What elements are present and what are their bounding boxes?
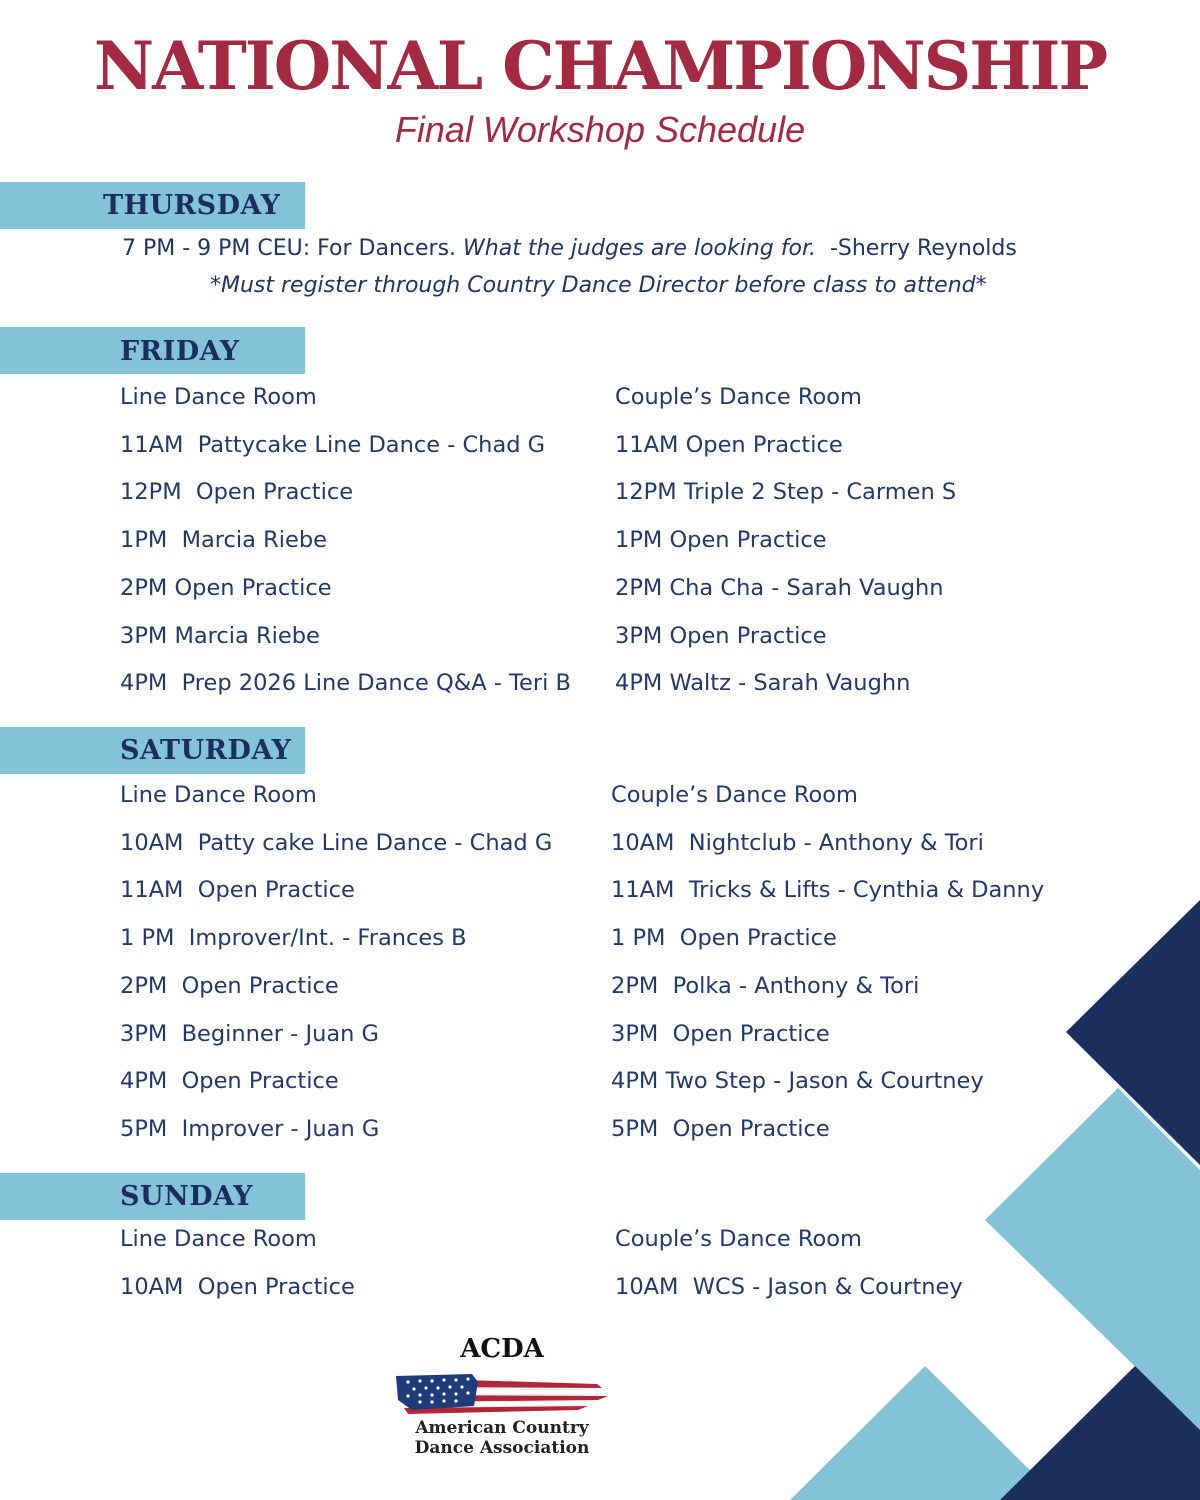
thursday-session-presenter: -Sherry Reynolds <box>815 236 1017 261</box>
schedule-item: 11AM Open Practice <box>120 877 355 904</box>
schedule-item: 5PM Open Practice <box>611 1115 830 1142</box>
thursday-session <box>122 234 1017 264</box>
schedule-item: 1 PM Improver/Int. - Frances B <box>120 925 467 952</box>
schedule-item: 2PM Open Practice <box>120 574 332 601</box>
thursday-heading: THURSDAY <box>103 190 281 221</box>
schedule-item: 10AM Nightclub - Anthony & Tori <box>611 829 984 856</box>
schedule-item: 2PM Cha Cha - Sarah Vaughn <box>615 574 944 601</box>
room-heading: Line Dance Room <box>120 1226 317 1252</box>
sunday-heading: SUNDAY <box>120 1181 254 1212</box>
lightblue-diamond <box>985 1088 1200 1430</box>
schedule-item: 1PM Marcia Riebe <box>120 527 327 554</box>
room-heading: Couple’s Dance Room <box>615 384 862 410</box>
logo-name <box>392 1418 612 1458</box>
logo-name-line1: American Country <box>415 1418 589 1438</box>
thursday-registration-note: *Must register through Country Dance Director before class to attend* <box>210 273 987 298</box>
american-flag-icon <box>392 1370 612 1420</box>
schedule-item: 11AM Open Practice <box>615 431 843 458</box>
schedule-item: 2PM Open Practice <box>120 972 339 999</box>
room-heading: Line Dance Room <box>120 782 317 808</box>
schedule-item: 10AM Open Practice <box>120 1274 355 1300</box>
schedule-item: 1PM Open Practice <box>615 527 827 554</box>
schedule-item: 4PM Open Practice <box>120 1068 339 1095</box>
saturday-heading: SATURDAY <box>120 735 292 766</box>
lightblue-triangle-bottom <box>790 1366 1060 1500</box>
thursday-session-topic: What the judges are looking for. <box>463 236 816 261</box>
schedule-item: 4PM Prep 2026 Line Dance Q&A - Teri B <box>120 670 571 697</box>
schedule-item: 3PM Marcia Riebe <box>120 622 320 649</box>
page-subtitle: Final Workshop Schedule <box>394 109 806 150</box>
friday-heading: FRIDAY <box>120 336 240 367</box>
acda-logo <box>392 1330 612 1465</box>
schedule-item: 4PM Two Step - Jason & Courtney <box>611 1068 984 1095</box>
logo-abbreviation: ACDA <box>460 1334 544 1364</box>
schedule-item: 11AM Tricks & Lifts - Cynthia & Danny <box>611 877 1045 904</box>
schedule-item: 3PM Beginner - Juan G <box>120 1020 379 1047</box>
schedule-item: 11AM Pattycake Line Dance - Chad G <box>120 431 546 458</box>
page-title: NATIONAL CHAMPIONSHIP <box>93 27 1107 105</box>
schedule-item: 4PM Waltz - Sarah Vaughn <box>615 670 911 697</box>
schedule-item: 1 PM Open Practice <box>611 925 837 952</box>
schedule-item: 12PM Open Practice <box>120 479 354 506</box>
schedule-item: 3PM Open Practice <box>615 622 827 649</box>
room-heading: Couple’s Dance Room <box>611 782 858 808</box>
schedule-item: 12PM Triple 2 Step - Carmen S <box>615 479 957 506</box>
thursday-session-time: 7 PM - 9 PM CEU: For Dancers. <box>122 236 464 261</box>
schedule-item: 10AM Patty cake Line Dance - Chad G <box>120 829 553 856</box>
room-heading: Couple’s Dance Room <box>615 1226 862 1252</box>
room-heading: Line Dance Room <box>120 384 317 410</box>
schedule-item: 10AM WCS - Jason & Courtney <box>615 1274 963 1300</box>
schedule-item: 3PM Open Practice <box>611 1020 830 1047</box>
logo-name-line2: Dance Association <box>414 1438 590 1458</box>
schedule-item: 2PM Polka - Anthony & Tori <box>611 972 920 999</box>
schedule-item: 5PM Improver - Juan G <box>120 1115 380 1142</box>
